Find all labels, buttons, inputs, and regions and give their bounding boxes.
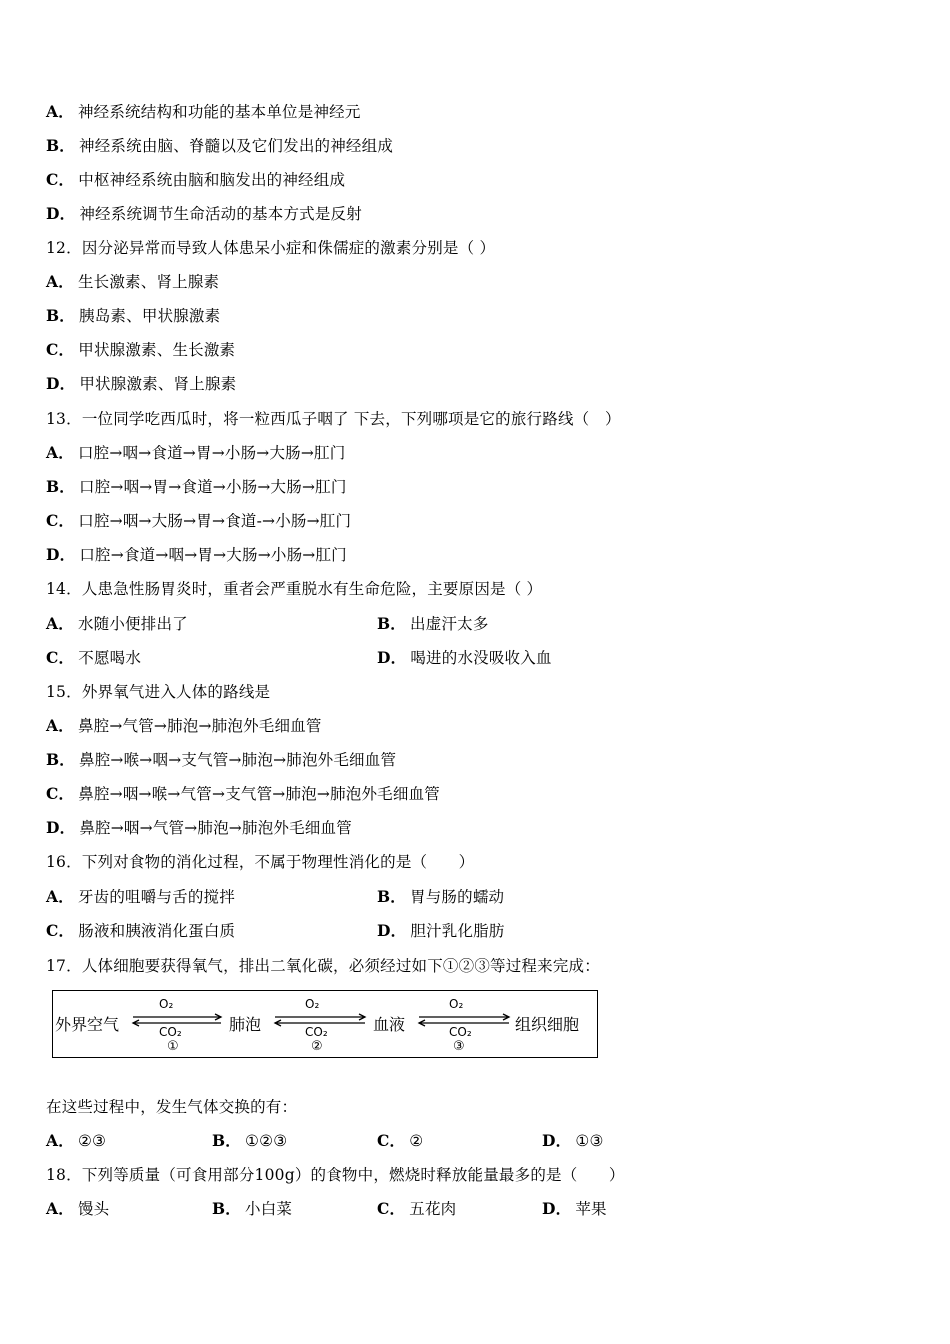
q13-option-a — [46, 443, 345, 463]
option-label: B． — [377, 887, 407, 906]
option-text: 鼻腔→喉→咽→支气管→肺泡→肺泡外毛细血管 — [79, 751, 397, 769]
option-text: 水随小便排出了 — [77, 615, 188, 633]
option-label: A． — [46, 1199, 74, 1218]
q16-options-row-1 — [46, 887, 505, 907]
option-label: D． — [46, 818, 76, 837]
q15-option-a — [46, 716, 322, 736]
option-label: D． — [377, 921, 407, 940]
q14-options-row-2 — [46, 648, 552, 668]
option-text: 甲状腺激素、生长激素 — [78, 341, 236, 359]
q11-option-b — [46, 136, 393, 156]
option-label: D． — [46, 374, 76, 393]
option-text: 鼻腔→咽→喉→气管→支气管→肺泡→肺泡外毛细血管 — [78, 785, 440, 803]
q18-option-a — [46, 1200, 109, 1218]
q16-option-d — [377, 921, 505, 941]
option-text: 神经系统结构和功能的基本单位是神经元 — [77, 103, 361, 121]
q14-stem: 14．人患急性肠胃炎时，重者会严重脱水有生命危险，主要原因是（ ） — [46, 580, 543, 598]
q13-stem: 13．一位同学吃西瓜时，将一粒西瓜子咽了 下去，下列哪项是它的旅行路线（ ） — [46, 410, 621, 428]
option-label: B． — [46, 750, 76, 769]
option-label: B． — [212, 1199, 242, 1218]
q16-option-b — [377, 887, 504, 907]
option-label: A． — [46, 443, 74, 462]
q18-option-d — [542, 1199, 607, 1219]
option-text: 馒头 — [77, 1200, 110, 1218]
q16-option-c — [46, 922, 235, 940]
option-text: 肠液和胰液消化蛋白质 — [78, 922, 236, 940]
q17-options-row — [46, 1131, 604, 1151]
option-text: 甲状腺激素、肾上腺素 — [79, 375, 237, 393]
q11-option-a — [46, 102, 361, 122]
option-text: 小白菜 — [245, 1200, 293, 1218]
option-label: D． — [46, 545, 76, 564]
q14-option-c — [46, 649, 141, 667]
o2-label-1: O₂ — [159, 997, 174, 1011]
q17-option-a — [46, 1132, 106, 1150]
option-text: 神经系统由脑、脊髓以及它们发出的神经组成 — [79, 137, 394, 155]
option-label: D． — [542, 1131, 572, 1150]
q17-sub-question: 在这些过程中，发生气体交换的有： — [46, 1098, 298, 1116]
option-text: 中枢神经系统由脑和脑发出的神经组成 — [78, 171, 346, 189]
q17-option-b — [212, 1131, 287, 1151]
q14-option-d — [377, 648, 552, 668]
q11-option-c — [46, 170, 345, 190]
option-label: C． — [377, 1131, 406, 1150]
node-outside-air: 外界空气 — [55, 1015, 120, 1034]
option-label: C． — [377, 1199, 406, 1218]
node-alveoli: 肺泡 — [229, 1015, 262, 1034]
option-label: B． — [377, 614, 407, 633]
q12-option-c — [46, 340, 235, 360]
node-tissue-cells: 组织细胞 — [515, 1015, 580, 1034]
q16-options-row-2 — [46, 921, 505, 941]
q18-option-c — [377, 1199, 456, 1219]
q17-option-c — [377, 1131, 423, 1151]
option-label: A． — [46, 716, 74, 735]
option-text: 口腔→咽→食道→胃→小肠→大肠→肛门 — [77, 444, 346, 462]
option-text: 牙齿的咀嚼与舌的搅拌 — [77, 888, 235, 906]
option-label: D． — [542, 1199, 572, 1218]
option-text: 不愿喝水 — [78, 649, 142, 667]
q15-stem: 15．外界氧气进入人体的路线是 — [46, 683, 271, 701]
q12-option-d — [46, 374, 236, 394]
step-2-marker: ② — [311, 1039, 323, 1054]
q15-option-c — [46, 784, 440, 804]
option-label: C． — [46, 784, 75, 803]
co2-label-3: CO₂ — [449, 1025, 472, 1039]
option-text: ②③ — [77, 1132, 107, 1150]
option-text: ①③ — [575, 1132, 604, 1150]
option-label: D． — [46, 204, 76, 223]
option-text: 口腔→咽→大肠→胃→食道-→小肠→肛门 — [78, 512, 352, 530]
option-text: 胰岛素、甲状腺激素 — [79, 307, 221, 325]
option-label: A． — [46, 272, 74, 291]
q14-option-b — [377, 614, 489, 634]
option-label: C． — [46, 511, 75, 530]
option-text: 口腔→咽→胃→食道→小肠→大肠→肛门 — [79, 478, 347, 496]
q18-option-b — [212, 1199, 292, 1219]
option-text: 五花肉 — [409, 1200, 457, 1218]
step-1-marker: ① — [167, 1039, 179, 1054]
step-3-marker: ③ — [453, 1039, 465, 1054]
option-label: A． — [46, 614, 74, 633]
option-label: C． — [46, 170, 75, 189]
option-label: A． — [46, 1131, 74, 1150]
option-text: 生长激素、肾上腺素 — [77, 273, 220, 291]
option-label: B． — [212, 1131, 242, 1150]
option-label: C． — [46, 648, 75, 667]
q17-option-d — [542, 1131, 604, 1151]
option-text: 胆汁乳化脂肪 — [410, 922, 505, 940]
q16-option-a — [46, 888, 235, 906]
q14-options-row-1 — [46, 614, 489, 634]
q15-option-d — [46, 818, 352, 838]
option-label: D． — [377, 648, 407, 667]
q12-option-a — [46, 272, 219, 292]
q11-option-d — [46, 204, 362, 224]
option-text: ② — [409, 1132, 424, 1150]
option-text: 出虚汗太多 — [410, 615, 489, 633]
q12-option-b — [46, 306, 220, 326]
q17-stem: 17．人体细胞要获得氧气，排出二氧化碳，必须经过如下①②③等过程来完成： — [46, 957, 600, 975]
q13-option-d — [46, 545, 347, 565]
o2-label-3: O₂ — [449, 997, 464, 1011]
co2-label-1: CO₂ — [159, 1025, 182, 1039]
option-text: 鼻腔→气管→肺泡→肺泡外毛细血管 — [77, 717, 322, 735]
option-text: 神经系统调节生命活动的基本方式是反射 — [79, 205, 362, 223]
o2-label-2: O₂ — [305, 997, 320, 1011]
q16-stem: 16．下列对食物的消化过程，不属于物理性消化的是（ ） — [46, 853, 475, 871]
option-label: B． — [46, 306, 76, 325]
option-text: 口腔→食道→咽→胃→大肠→小肠→肛门 — [79, 546, 347, 564]
q18-stem: 18．下列等质量（可食用部分100g）的食物中，燃烧时释放能量最多的是（ ） — [46, 1166, 625, 1184]
option-label: A． — [46, 887, 74, 906]
option-text: ①②③ — [245, 1132, 288, 1150]
option-label: B． — [46, 477, 76, 496]
gas-exchange-diagram — [52, 990, 598, 1058]
option-text: 喝进的水没吸收入血 — [410, 649, 552, 667]
q15-option-b — [46, 750, 396, 770]
option-label: C． — [46, 340, 75, 359]
co2-label-2: CO₂ — [305, 1025, 328, 1039]
option-label: C． — [46, 921, 75, 940]
q13-option-b — [46, 477, 347, 497]
q13-option-c — [46, 511, 351, 531]
option-text: 苹果 — [575, 1200, 607, 1218]
option-label: B． — [46, 136, 76, 155]
option-text: 鼻腔→咽→气管→肺泡→肺泡外毛细血管 — [79, 819, 352, 837]
option-text: 胃与肠的蠕动 — [410, 888, 505, 906]
node-blood: 血液 — [373, 1015, 406, 1034]
option-label: A． — [46, 102, 74, 121]
q12-stem: 12．因分泌异常而导致人体患呆小症和侏儒症的激素分别是（ ） — [46, 239, 496, 257]
q18-options-row — [46, 1199, 607, 1219]
q14-option-a — [46, 615, 188, 633]
